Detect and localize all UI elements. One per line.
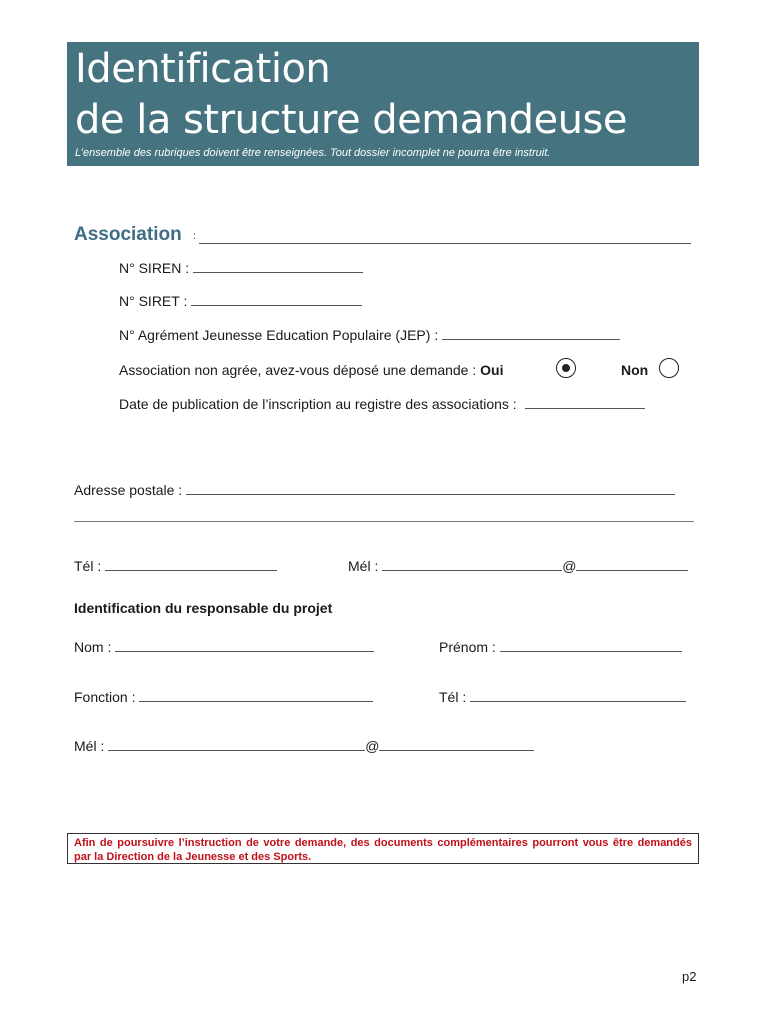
resp-at-sign: @ xyxy=(365,738,380,754)
notice-box: Afin de poursuivre l’instruction de votre demande, des documents complémentaires pourront vous être demandés par la Direction de la Jeunesse et des Sports. xyxy=(67,833,699,864)
date-row xyxy=(119,395,645,413)
siren-field[interactable] xyxy=(193,259,363,273)
nom-row xyxy=(74,638,374,656)
adresse-field-line2[interactable] xyxy=(74,521,694,522)
jep-label: N° Agrément Jeunesse Education Populaire (JEP) : xyxy=(119,327,439,343)
page-number: p2 xyxy=(682,969,697,984)
page-title-line1: Identification xyxy=(75,46,331,92)
mel-row xyxy=(348,557,688,575)
siren-label: N° SIREN : xyxy=(119,260,190,276)
demande-question: Association non agrée, avez-vous déposé une demande : xyxy=(119,362,477,378)
adresse-label: Adresse postale : xyxy=(74,482,183,498)
siren-row xyxy=(119,259,363,277)
association-colon: : xyxy=(193,231,196,242)
oui-radio[interactable] xyxy=(556,358,576,378)
header-banner xyxy=(67,42,699,166)
fonction-label: Fonction : xyxy=(74,689,136,705)
tel-field[interactable] xyxy=(105,557,277,571)
resp-mel-row xyxy=(74,737,534,755)
siret-field[interactable] xyxy=(191,292,362,306)
non-label: Non xyxy=(621,362,649,378)
date-field[interactable] xyxy=(525,395,645,409)
fonction-row xyxy=(74,688,373,706)
demande-question-row xyxy=(119,361,503,379)
radio-selected-dot xyxy=(562,364,570,372)
resp-mel-user-field[interactable] xyxy=(108,737,365,751)
resp-mel-label: Mél : xyxy=(74,738,105,754)
adresse-field[interactable] xyxy=(186,481,675,495)
prenom-label: Prénom : xyxy=(439,639,496,655)
association-name-field[interactable] xyxy=(199,243,691,244)
prenom-row xyxy=(439,638,682,656)
nom-field[interactable] xyxy=(115,638,374,652)
non-radio[interactable] xyxy=(659,358,679,378)
mel-domain-field[interactable] xyxy=(576,557,688,571)
mel-user-field[interactable] xyxy=(382,557,562,571)
fonction-field[interactable] xyxy=(139,688,373,702)
at-sign: @ xyxy=(562,558,577,574)
tel-label: Tél : xyxy=(74,558,102,574)
responsable-heading: Identification du responsable du projet xyxy=(74,600,333,616)
header-subtitle: L’ensemble des rubriques doivent être renseignées. Tout dossier incomplet ne pourra être instruit. xyxy=(75,147,551,159)
jep-field[interactable] xyxy=(442,326,620,340)
resp-tel-field[interactable] xyxy=(470,688,686,702)
oui-label: Oui xyxy=(480,362,504,378)
resp-mel-domain-field[interactable] xyxy=(379,737,534,751)
tel-row xyxy=(74,557,277,575)
siret-label: N° SIRET : xyxy=(119,293,188,309)
nom-label: Nom : xyxy=(74,639,112,655)
mel-label: Mél : xyxy=(348,558,379,574)
resp-tel-label: Tél : xyxy=(439,689,467,705)
jep-row xyxy=(119,326,620,344)
resp-tel-row xyxy=(439,688,686,706)
siret-row xyxy=(119,292,362,310)
date-label: Date de publication de l’inscription au registre des associations : xyxy=(119,396,517,412)
page-title-line2: de la structure demandeuse xyxy=(75,97,627,143)
prenom-field[interactable] xyxy=(500,638,682,652)
association-label: Association xyxy=(74,224,182,245)
adresse-row xyxy=(74,481,675,499)
